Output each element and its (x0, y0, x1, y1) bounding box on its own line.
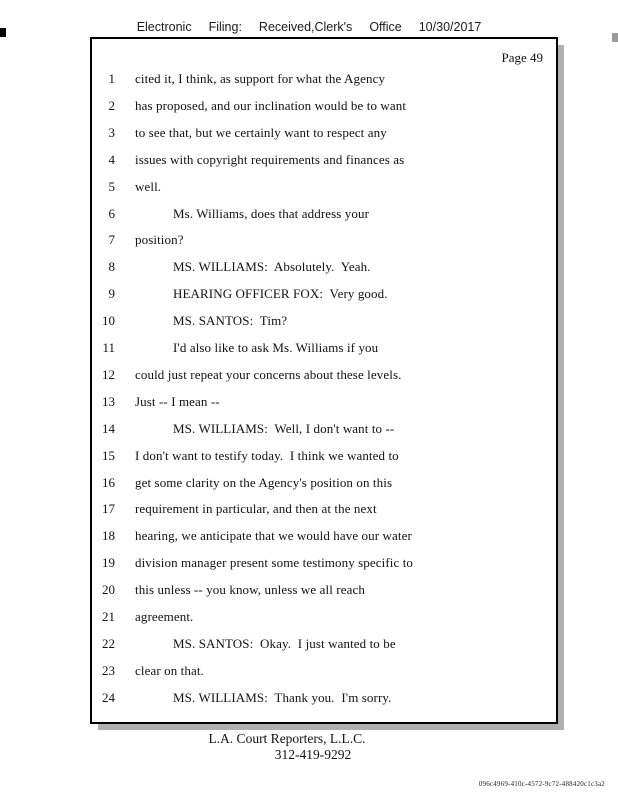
line-text: requirement in particular, and then at the next (135, 501, 377, 517)
line-text: MS. WILLIAMS: Well, I don't want to -- (173, 420, 395, 436)
line-text: HEARING OFFICER FOX: Very good. (173, 286, 388, 302)
line-number: 5 (108, 178, 115, 194)
line-number: 24 (102, 689, 115, 705)
efiling-header (0, 20, 618, 34)
transcript-line-12 (92, 367, 556, 382)
transcript-line-22 (92, 636, 556, 651)
line-text: cited it, I think, as support for what the Agency (135, 71, 386, 86)
transcript-line-1 (92, 71, 556, 86)
line-text: issues with copyright requirements and finances as (135, 151, 405, 167)
transcript-line-14 (92, 421, 556, 436)
transcript-line-19 (92, 555, 556, 570)
efiling-header-word-2: Received,Clerk's (258, 20, 353, 34)
page-number-label: Page 49 (501, 50, 543, 65)
transcript-line-17 (92, 501, 556, 516)
transcript-line-10 (92, 313, 556, 328)
line-text: division manager present some testimony specific to (135, 555, 414, 571)
line-text: MS. WILLIAMS: Thank you. I'm sorry. (173, 689, 392, 705)
line-text: MS. SANTOS: Tim? (173, 313, 288, 329)
line-number: 11 (102, 340, 115, 355)
transcript-line-9 (92, 286, 556, 301)
line-text: I don't want to testify today. I think we wanted to (135, 447, 399, 463)
efiling-header-word-1: Filing: (208, 20, 242, 34)
reporter-footer (0, 731, 618, 763)
line-number: 9 (108, 286, 115, 302)
efiling-header-word-0: Electronic (136, 20, 192, 34)
transcript-line-11 (92, 340, 556, 355)
line-number: 16 (102, 474, 115, 490)
transcript-line-21 (92, 609, 556, 624)
transcript-line-23 (92, 663, 556, 678)
transcript-line-3 (92, 125, 556, 140)
line-number: 13 (102, 393, 115, 409)
transcript-text-box (90, 37, 558, 724)
line-text: Just -- I mean -- (135, 393, 220, 409)
line-text: Ms. Williams, does that address your (173, 205, 370, 221)
line-text: well. (135, 178, 162, 194)
line-text: to see that, but we certainly want to respect any (135, 124, 387, 140)
line-number: 23 (102, 662, 115, 678)
line-number: 4 (108, 151, 115, 167)
transcript-line-2 (92, 98, 556, 113)
line-text: I'd also like to ask Ms. Williams if you (173, 340, 379, 355)
line-number: 1 (108, 71, 115, 86)
line-number: 22 (102, 635, 115, 651)
scan-artifact-right (612, 33, 618, 42)
line-text: MS. SANTOS: Okay. I just wanted to be (173, 635, 396, 651)
transcript-line-18 (92, 528, 556, 543)
line-number: 2 (108, 97, 115, 113)
line-number: 17 (102, 501, 115, 517)
transcript-line-5 (92, 179, 556, 194)
line-number: 3 (108, 124, 115, 140)
transcript-line-6 (92, 206, 556, 221)
transcript-line-15 (92, 448, 556, 463)
line-text: hearing, we anticipate that we would have our water (135, 528, 412, 544)
line-number: 18 (102, 528, 115, 544)
line-text: has proposed, and our inclination would be to want (135, 97, 407, 113)
reporter-company-name: L.A. Court Reporters, L.L.C. (208, 731, 366, 746)
transcript-line-20 (92, 582, 556, 597)
line-number: 14 (102, 420, 115, 436)
line-text: position? (135, 232, 184, 248)
line-number: 19 (102, 555, 115, 571)
line-number: 8 (108, 259, 115, 275)
reporter-phone-number: 312-419-9292 (274, 747, 352, 762)
line-number: 21 (102, 609, 115, 624)
transcript-line-13 (92, 394, 556, 409)
line-text: could just repeat your concerns about these levels. (135, 366, 402, 382)
transcript-line-7 (92, 232, 556, 247)
line-text: agreement. (135, 609, 194, 624)
transcript-line-8 (92, 259, 556, 274)
scan-artifact-left (0, 28, 6, 37)
document-id-stamp: 096c4969-410c-4572-9c72-488420c1c3a2 (478, 780, 605, 788)
line-number: 7 (108, 232, 115, 248)
line-text: get some clarity on the Agency's position on this (135, 474, 393, 490)
line-number: 20 (102, 582, 115, 598)
efiling-header-word-4: 10/30/2017 (418, 20, 482, 34)
transcript-line-24 (92, 690, 556, 705)
transcript-lines (92, 39, 556, 722)
transcript-line-16 (92, 475, 556, 490)
line-number: 12 (102, 366, 115, 382)
line-text: clear on that. (135, 662, 204, 678)
efiling-header-word-3: Office (369, 20, 402, 34)
line-text: MS. WILLIAMS: Absolutely. Yeah. (173, 259, 371, 275)
line-number: 15 (102, 447, 115, 463)
line-number: 10 (102, 313, 115, 329)
line-text: this unless -- you know, unless we all reach (135, 582, 365, 598)
transcript-line-4 (92, 152, 556, 167)
line-number: 6 (108, 205, 115, 221)
